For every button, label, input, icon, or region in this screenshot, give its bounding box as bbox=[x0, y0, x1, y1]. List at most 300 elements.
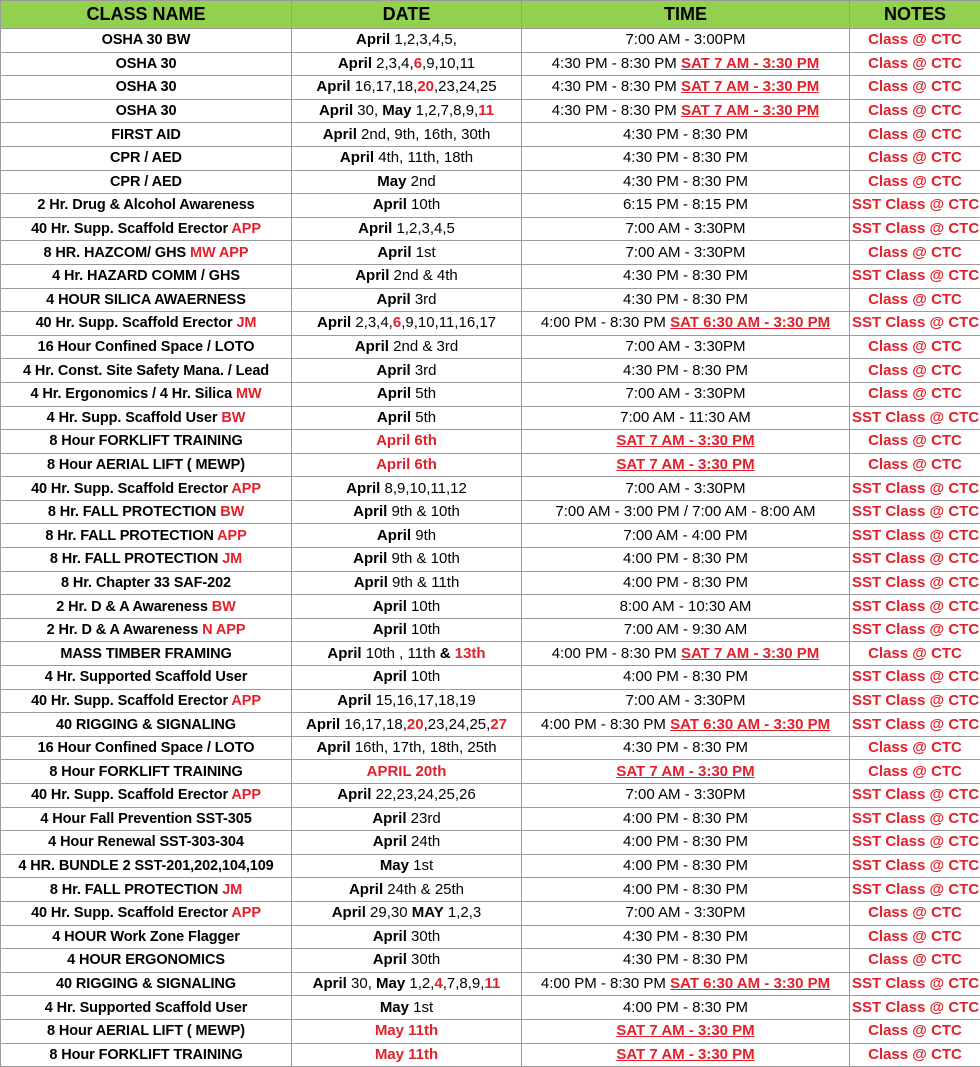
notes-cell: SST Class @ CTC bbox=[850, 571, 980, 595]
date-text: April bbox=[327, 645, 361, 662]
class-name-cell bbox=[1, 29, 292, 53]
date-text: 24th & 25th bbox=[383, 881, 464, 898]
notes-cell: SST Class @ CTC bbox=[850, 996, 980, 1020]
class-name-cell bbox=[1, 500, 292, 524]
date-cell bbox=[292, 335, 522, 359]
time-cell bbox=[522, 335, 850, 359]
table-row bbox=[1, 335, 980, 359]
class-name-cell bbox=[1, 359, 292, 383]
time-cell bbox=[522, 382, 850, 406]
class-name-text: JM bbox=[222, 551, 242, 567]
class-name-cell bbox=[1, 925, 292, 949]
time-cell bbox=[522, 571, 850, 595]
date-text: April bbox=[373, 196, 407, 213]
class-name-text: 4 Hr. Const. Site Safety Mana. / Lead bbox=[23, 363, 269, 379]
table-row bbox=[1, 972, 980, 996]
time-text: 4:00 PM - 8:30 PM bbox=[623, 833, 748, 850]
notes-cell: Class @ CTC bbox=[850, 335, 980, 359]
class-name-text: JM bbox=[222, 882, 242, 898]
date-text: April bbox=[355, 338, 389, 355]
class-name-cell bbox=[1, 264, 292, 288]
notes-cell: SST Class @ CTC bbox=[850, 854, 980, 878]
table-row bbox=[1, 760, 980, 784]
date-text: 6 bbox=[393, 314, 401, 331]
time-text: 4:30 PM - 8:30 PM bbox=[623, 291, 748, 308]
time-text: 4:30 PM - 8:30 PM bbox=[552, 55, 681, 72]
date-cell bbox=[292, 99, 522, 123]
date-cell bbox=[292, 76, 522, 100]
date-cell bbox=[292, 736, 522, 760]
class-name-text: CPR / AED bbox=[110, 150, 182, 166]
date-text: 2nd bbox=[406, 173, 435, 190]
date-text: 4 bbox=[434, 975, 442, 992]
notes-cell: Class @ CTC bbox=[850, 123, 980, 147]
class-name-cell bbox=[1, 123, 292, 147]
class-name-cell bbox=[1, 1043, 292, 1067]
time-cell bbox=[522, 595, 850, 619]
time-cell bbox=[522, 760, 850, 784]
date-cell bbox=[292, 548, 522, 572]
class-name-cell bbox=[1, 949, 292, 973]
date-text: April bbox=[373, 598, 407, 615]
time-cell bbox=[522, 359, 850, 383]
class-name-text: 16 Hour Confined Space / LOTO bbox=[38, 740, 255, 756]
date-text: April bbox=[376, 291, 410, 308]
time-text: SAT 6:30 AM - 3:30 PM bbox=[670, 716, 830, 733]
class-name-cell bbox=[1, 312, 292, 336]
date-text: April bbox=[356, 31, 390, 48]
date-text: 5th bbox=[411, 385, 436, 402]
date-text: 10th bbox=[407, 621, 440, 638]
class-name-cell bbox=[1, 382, 292, 406]
date-cell bbox=[292, 382, 522, 406]
class-name-cell bbox=[1, 170, 292, 194]
class-name-text: 16 Hour Confined Space / LOTO bbox=[38, 339, 255, 355]
notes-cell: SST Class @ CTC bbox=[850, 524, 980, 548]
time-text: SAT 7 AM - 3:30 PM bbox=[681, 102, 819, 119]
table-row bbox=[1, 500, 980, 524]
date-text: May bbox=[376, 975, 405, 992]
class-name-cell bbox=[1, 335, 292, 359]
date-text: 10th bbox=[407, 598, 440, 615]
time-text: 4:00 PM - 8:30 PM bbox=[552, 645, 681, 662]
class-name-cell bbox=[1, 807, 292, 831]
date-text: April bbox=[316, 739, 350, 756]
class-name-text: OSHA 30 BW bbox=[102, 32, 191, 48]
class-name-text: 4 Hr. Supp. Scaffold User bbox=[47, 410, 222, 426]
time-text: 6:15 PM - 8:15 PM bbox=[623, 196, 748, 213]
date-text: 13th bbox=[455, 645, 486, 662]
header-notes: NOTES bbox=[850, 1, 980, 29]
date-text: 2nd & 4th bbox=[389, 267, 457, 284]
date-text: 16,17,18, bbox=[351, 78, 418, 95]
time-text: 7:00 AM - 3:30PM bbox=[625, 692, 745, 709]
notes-cell: SST Class @ CTC bbox=[850, 807, 980, 831]
date-cell bbox=[292, 878, 522, 902]
time-text: SAT 7 AM - 3:30 PM bbox=[616, 432, 754, 449]
date-cell bbox=[292, 1043, 522, 1067]
date-text: 30, bbox=[347, 975, 376, 992]
class-name-text: APP bbox=[231, 693, 261, 709]
time-cell bbox=[522, 264, 850, 288]
class-name-text: JM bbox=[236, 315, 256, 331]
date-cell bbox=[292, 312, 522, 336]
notes-cell: Class @ CTC bbox=[850, 1019, 980, 1043]
time-text: 4:30 PM - 8:30 PM bbox=[623, 739, 748, 756]
class-name-text: 8 Hr. FALL PROTECTION bbox=[50, 882, 222, 898]
class-name-text: OSHA 30 bbox=[116, 103, 177, 119]
class-name-text: APP bbox=[231, 221, 261, 237]
table-row bbox=[1, 359, 980, 383]
date-text: 5th bbox=[411, 409, 436, 426]
date-text: April bbox=[377, 527, 411, 544]
time-cell bbox=[522, 949, 850, 973]
date-cell bbox=[292, 595, 522, 619]
header-row bbox=[1, 1, 980, 29]
date-text: 1,2,3,4,5, bbox=[390, 31, 457, 48]
date-cell bbox=[292, 524, 522, 548]
date-text: ,23,24,25, bbox=[424, 716, 491, 733]
date-cell bbox=[292, 500, 522, 524]
date-text: ,7,8,9, bbox=[443, 975, 485, 992]
notes-cell: SST Class @ CTC bbox=[850, 618, 980, 642]
class-name-text: CPR / AED bbox=[110, 174, 182, 190]
date-text: 30, bbox=[353, 102, 382, 119]
table-row bbox=[1, 713, 980, 737]
date-text: April bbox=[373, 928, 407, 945]
date-text: 30th bbox=[407, 951, 440, 968]
time-cell bbox=[522, 642, 850, 666]
time-cell bbox=[522, 430, 850, 454]
date-text: 3rd bbox=[411, 291, 437, 308]
class-name-cell bbox=[1, 901, 292, 925]
date-text: 10th bbox=[407, 668, 440, 685]
time-text: 7:00 AM - 9:30 AM bbox=[624, 621, 747, 638]
class-name-text: 4 HOUR ERGONOMICS bbox=[67, 952, 225, 968]
class-name-cell bbox=[1, 241, 292, 265]
date-text: 20 bbox=[417, 78, 434, 95]
class-name-text: 40 Hr. Supp. Scaffold Erector bbox=[31, 693, 231, 709]
date-cell bbox=[292, 996, 522, 1020]
date-text: MAY bbox=[412, 904, 444, 921]
date-text: 10th bbox=[407, 196, 440, 213]
time-text: 7:00 AM - 3:00 PM / 7:00 AM - 8:00 AM bbox=[555, 503, 815, 520]
notes-cell: SST Class @ CTC bbox=[850, 666, 980, 690]
class-name-text: 40 Hr. Supp. Scaffold Erector bbox=[31, 221, 231, 237]
date-cell bbox=[292, 901, 522, 925]
header-class-name: CLASS NAME bbox=[1, 1, 292, 29]
class-name-cell bbox=[1, 760, 292, 784]
class-name-cell bbox=[1, 548, 292, 572]
notes-cell: Class @ CTC bbox=[850, 901, 980, 925]
time-text: 7:00 AM - 3:30PM bbox=[625, 220, 745, 237]
class-name-text: OSHA 30 bbox=[116, 79, 177, 95]
table-row bbox=[1, 123, 980, 147]
notes-cell: Class @ CTC bbox=[850, 736, 980, 760]
date-cell bbox=[292, 949, 522, 973]
class-name-text: 8 Hour FORKLIFT TRAINING bbox=[49, 433, 242, 449]
date-text: & bbox=[440, 645, 451, 662]
table-row bbox=[1, 29, 980, 53]
date-text: 2,3,4, bbox=[351, 314, 393, 331]
notes-cell: Class @ CTC bbox=[850, 241, 980, 265]
date-text: 9th & 10th bbox=[387, 550, 460, 567]
class-name-text: APP bbox=[217, 528, 247, 544]
date-text: 1,2,3,4,5 bbox=[392, 220, 455, 237]
date-text: 9th & 10th bbox=[387, 503, 460, 520]
time-text: 4:30 PM - 8:30 PM bbox=[623, 951, 748, 968]
time-cell bbox=[522, 99, 850, 123]
time-cell bbox=[522, 901, 850, 925]
notes-cell: SST Class @ CTC bbox=[850, 264, 980, 288]
time-text: 4:00 PM - 8:30 PM bbox=[623, 550, 748, 567]
date-cell bbox=[292, 217, 522, 241]
table-row bbox=[1, 666, 980, 690]
table-row bbox=[1, 925, 980, 949]
class-name-cell bbox=[1, 571, 292, 595]
date-text: 1st bbox=[409, 857, 433, 874]
class-name-text: FIRST AID bbox=[111, 127, 180, 143]
time-cell bbox=[522, 713, 850, 737]
table-row bbox=[1, 618, 980, 642]
class-name-text: 8 HR. HAZCOM/ GHS bbox=[44, 245, 190, 261]
time-cell bbox=[522, 996, 850, 1020]
table-row bbox=[1, 878, 980, 902]
date-text: April bbox=[337, 692, 371, 709]
time-text: SAT 7 AM - 3:30 PM bbox=[616, 456, 754, 473]
date-text: April bbox=[373, 668, 407, 685]
time-text: SAT 7 AM - 3:30 PM bbox=[616, 763, 754, 780]
date-text: April bbox=[354, 574, 388, 591]
class-name-cell bbox=[1, 146, 292, 170]
date-cell bbox=[292, 264, 522, 288]
table-row bbox=[1, 52, 980, 76]
notes-cell: SST Class @ CTC bbox=[850, 548, 980, 572]
time-text: SAT 7 AM - 3:30 PM bbox=[616, 1046, 754, 1063]
date-cell bbox=[292, 1019, 522, 1043]
notes-cell: Class @ CTC bbox=[850, 949, 980, 973]
date-text: 16th, 17th, 18th, 25th bbox=[351, 739, 497, 756]
time-text: 7:00 AM - 3:30PM bbox=[625, 244, 745, 261]
date-text: April bbox=[346, 480, 380, 497]
class-name-cell bbox=[1, 878, 292, 902]
time-cell bbox=[522, 217, 850, 241]
time-cell bbox=[522, 784, 850, 808]
date-text: APRIL 20th bbox=[367, 763, 447, 780]
class-name-text: 40 Hr. Supp. Scaffold Erector bbox=[31, 787, 231, 803]
time-cell bbox=[522, 524, 850, 548]
time-text: SAT 7 AM - 3:30 PM bbox=[681, 645, 819, 662]
date-cell bbox=[292, 760, 522, 784]
date-cell bbox=[292, 925, 522, 949]
date-text: May bbox=[380, 857, 409, 874]
table-row bbox=[1, 241, 980, 265]
date-text: 1st bbox=[409, 999, 433, 1016]
class-name-cell bbox=[1, 996, 292, 1020]
table-row bbox=[1, 382, 980, 406]
notes-cell: SST Class @ CTC bbox=[850, 831, 980, 855]
time-text: 4:30 PM - 8:30 PM bbox=[623, 928, 748, 945]
class-name-text: 4 HOUR Work Zone Flagger bbox=[52, 929, 239, 945]
notes-cell: SST Class @ CTC bbox=[850, 595, 980, 619]
class-name-cell bbox=[1, 689, 292, 713]
time-text: 4:00 PM - 8:30 PM bbox=[623, 574, 748, 591]
table-row bbox=[1, 406, 980, 430]
date-text: 3rd bbox=[411, 362, 437, 379]
time-text: 4:30 PM - 8:30 PM bbox=[552, 78, 681, 95]
time-text: SAT 7 AM - 3:30 PM bbox=[616, 1022, 754, 1039]
date-cell bbox=[292, 288, 522, 312]
time-cell bbox=[522, 477, 850, 501]
date-text: 30th bbox=[407, 928, 440, 945]
notes-cell: Class @ CTC bbox=[850, 382, 980, 406]
time-cell bbox=[522, 972, 850, 996]
time-text: 7:00 AM - 3:30PM bbox=[625, 338, 745, 355]
class-name-cell bbox=[1, 736, 292, 760]
notes-cell: Class @ CTC bbox=[850, 925, 980, 949]
class-name-cell bbox=[1, 618, 292, 642]
table-row bbox=[1, 1019, 980, 1043]
date-text: 22,23,24,25,26 bbox=[371, 786, 475, 803]
date-text: April bbox=[340, 149, 374, 166]
date-text: April bbox=[377, 385, 411, 402]
time-cell bbox=[522, 241, 850, 265]
date-text: April bbox=[373, 833, 407, 850]
table-row bbox=[1, 170, 980, 194]
date-cell bbox=[292, 241, 522, 265]
date-cell bbox=[292, 642, 522, 666]
time-text: 8:00 AM - 10:30 AM bbox=[620, 598, 752, 615]
table-row bbox=[1, 901, 980, 925]
date-text: 16,17,18, bbox=[340, 716, 407, 733]
table-row bbox=[1, 807, 980, 831]
table-row bbox=[1, 996, 980, 1020]
class-name-text: 4 Hr. Ergonomics / 4 Hr. Silica bbox=[30, 386, 236, 402]
date-text: April bbox=[306, 716, 340, 733]
date-text: 9th bbox=[411, 527, 436, 544]
class-name-cell bbox=[1, 194, 292, 218]
date-text: April bbox=[355, 267, 389, 284]
time-text: 4:30 PM - 8:30 PM bbox=[623, 267, 748, 284]
class-name-text: MASS TIMBER FRAMING bbox=[60, 646, 231, 662]
date-text: April bbox=[317, 314, 351, 331]
class-name-text: MW APP bbox=[190, 245, 248, 261]
date-text: 24th bbox=[407, 833, 440, 850]
table-row bbox=[1, 99, 980, 123]
class-name-text: 8 Hour AERIAL LIFT ( MEWP) bbox=[47, 1023, 245, 1039]
time-text: 4:00 PM - 8:30 PM bbox=[623, 668, 748, 685]
class-name-text: 40 RIGGING & SIGNALING bbox=[56, 717, 236, 733]
time-text: 4:30 PM - 8:30 PM bbox=[623, 126, 748, 143]
notes-cell: Class @ CTC bbox=[850, 359, 980, 383]
class-name-text: N APP bbox=[202, 622, 245, 638]
notes-cell: Class @ CTC bbox=[850, 642, 980, 666]
date-text: April bbox=[332, 904, 366, 921]
date-cell bbox=[292, 430, 522, 454]
notes-cell: SST Class @ CTC bbox=[850, 312, 980, 336]
date-cell bbox=[292, 972, 522, 996]
time-cell bbox=[522, 854, 850, 878]
notes-cell: Class @ CTC bbox=[850, 29, 980, 53]
class-name-text: OSHA 30 bbox=[116, 56, 177, 72]
date-cell bbox=[292, 784, 522, 808]
date-text: May 11th bbox=[375, 1046, 438, 1063]
class-name-cell bbox=[1, 406, 292, 430]
header-date: DATE bbox=[292, 1, 522, 29]
notes-cell: Class @ CTC bbox=[850, 76, 980, 100]
time-text: 4:30 PM - 8:30 PM bbox=[623, 173, 748, 190]
date-text: 27 bbox=[490, 716, 507, 733]
time-cell bbox=[522, 831, 850, 855]
date-text: April bbox=[376, 362, 410, 379]
class-name-text: 8 Hour FORKLIFT TRAINING bbox=[49, 1047, 242, 1063]
time-cell bbox=[522, 807, 850, 831]
date-text: April bbox=[373, 621, 407, 638]
date-text: 11 bbox=[478, 102, 494, 119]
notes-cell: Class @ CTC bbox=[850, 760, 980, 784]
class-name-text: 4 HOUR SILICA AWAERNESS bbox=[46, 292, 246, 308]
date-text: April bbox=[358, 220, 392, 237]
class-name-text: 8 Hr. FALL PROTECTION bbox=[50, 551, 222, 567]
notes-cell: SST Class @ CTC bbox=[850, 217, 980, 241]
class-name-text: 4 Hr. HAZARD COMM / GHS bbox=[52, 268, 240, 284]
date-text: ,9,10,11 bbox=[422, 55, 475, 72]
table-row bbox=[1, 595, 980, 619]
time-cell bbox=[522, 76, 850, 100]
class-name-cell bbox=[1, 1019, 292, 1043]
time-cell bbox=[522, 406, 850, 430]
class-name-cell bbox=[1, 595, 292, 619]
date-text: April 6th bbox=[376, 432, 437, 449]
notes-cell: SST Class @ CTC bbox=[850, 689, 980, 713]
time-cell bbox=[522, 146, 850, 170]
notes-cell: Class @ CTC bbox=[850, 453, 980, 477]
notes-cell: Class @ CTC bbox=[850, 170, 980, 194]
table-row bbox=[1, 854, 980, 878]
class-name-text: 4 Hour Fall Prevention SST-305 bbox=[40, 811, 251, 827]
date-text: April bbox=[353, 550, 387, 567]
notes-cell: Class @ CTC bbox=[850, 288, 980, 312]
date-text: April bbox=[349, 881, 383, 898]
date-cell bbox=[292, 170, 522, 194]
time-cell bbox=[522, 689, 850, 713]
time-text: 7:00 AM - 4:00 PM bbox=[623, 527, 747, 544]
date-text: 10th , 11th bbox=[362, 645, 440, 662]
date-text: May bbox=[380, 999, 409, 1016]
class-name-cell bbox=[1, 453, 292, 477]
class-name-text: APP bbox=[231, 787, 261, 803]
class-name-text: 40 Hr. Supp. Scaffold Erector bbox=[31, 481, 231, 497]
table-row bbox=[1, 548, 980, 572]
date-text: April bbox=[373, 951, 407, 968]
date-cell bbox=[292, 359, 522, 383]
time-text: 7:00 AM - 3:30PM bbox=[625, 786, 745, 803]
class-name-cell bbox=[1, 99, 292, 123]
date-text: 1,2,7,8,9, bbox=[411, 102, 478, 119]
notes-cell: SST Class @ CTC bbox=[850, 500, 980, 524]
table-row bbox=[1, 430, 980, 454]
class-name-text: 40 Hr. Supp. Scaffold Erector bbox=[31, 905, 231, 921]
class-name-text: 2 Hr. D & A Awareness bbox=[56, 599, 212, 615]
time-cell bbox=[522, 52, 850, 76]
time-cell bbox=[522, 548, 850, 572]
class-name-text: 2 Hr. Drug & Alcohol Awareness bbox=[37, 197, 254, 213]
time-cell bbox=[522, 170, 850, 194]
table-row bbox=[1, 689, 980, 713]
class-name-text: 8 Hr. FALL PROTECTION bbox=[48, 504, 220, 520]
time-text: 4:00 PM - 8:30 PM bbox=[541, 975, 670, 992]
date-text: 4th, 11th, 18th bbox=[374, 149, 473, 166]
